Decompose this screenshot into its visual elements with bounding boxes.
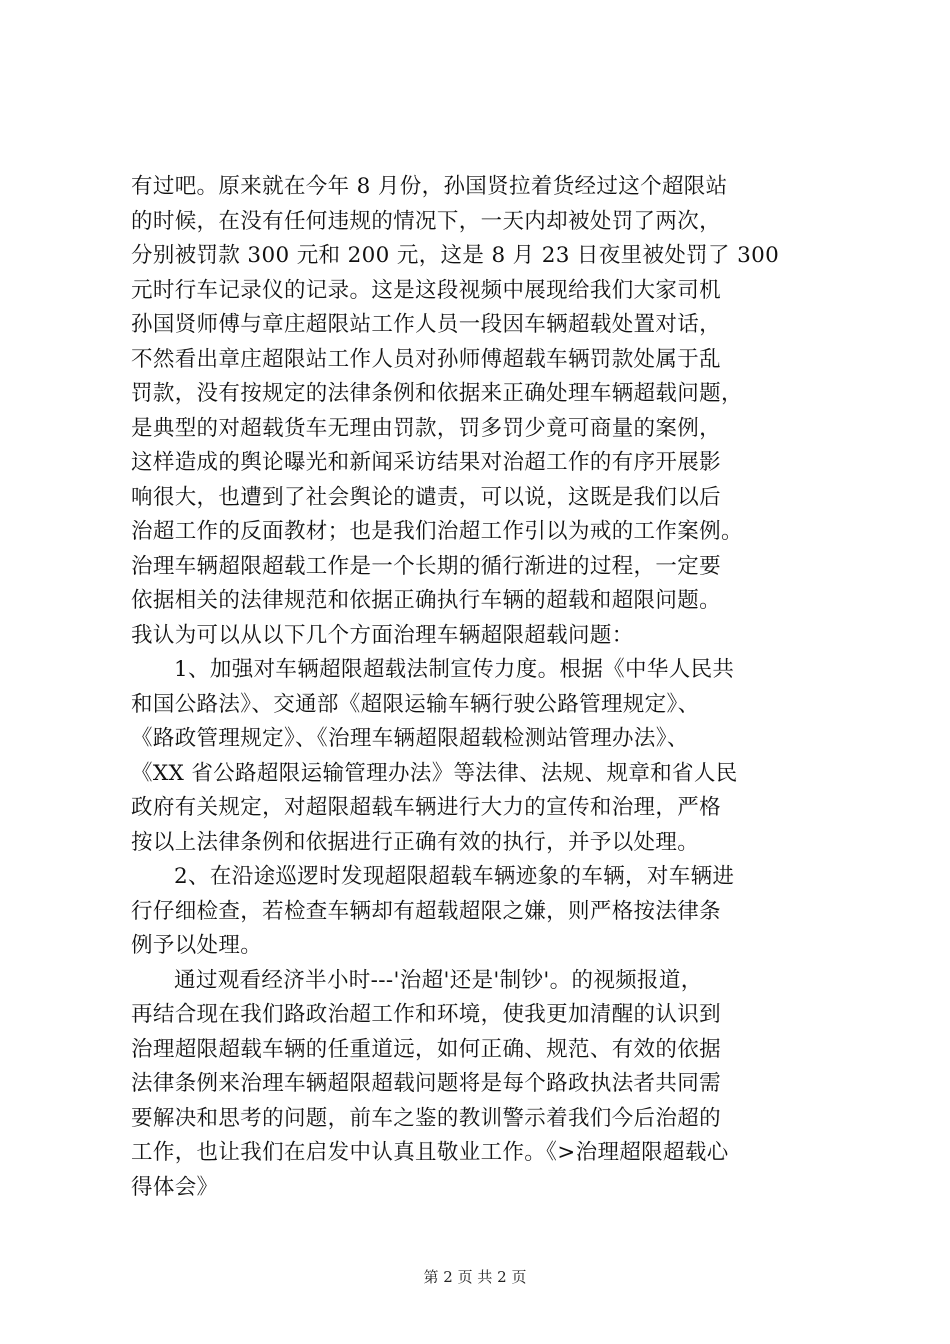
body-line: 孙国贤师傅与章庄超限站工作人员一段因车辆超载处置对话，: [131, 312, 721, 337]
body-line: 和国公路法》、交通部《超限运输车辆行驶公路管理规定》、: [131, 691, 700, 717]
paragraph-first-line: 通过观看经济半小时---'治超'还是'制钞'。的视频报道，: [174, 967, 703, 993]
body-line: 治理超限超载车辆的任重道远，如何正确、规范、有效的依据: [131, 1036, 721, 1062]
paragraph-first-line: 2、在沿途巡逻时发现超限超载车辆迹象的车辆，对车辆进: [174, 864, 735, 889]
page-number-footer: 第 2 页 共 2 页: [423, 1268, 527, 1286]
body-line: 是典型的对超载货车无理由罚款，罚多罚少竟可商量的案例，: [131, 415, 721, 441]
body-line: 法律条例来治理车辆超限超载问题将是每个路政执法者共同需: [131, 1071, 721, 1096]
body-line: 这样造成的舆论曝光和新闻采访结果对治超工作的有序开展影: [131, 450, 721, 475]
body-line: 治超工作的反面教材；也是我们治超工作引以为戒的工作案例。: [131, 519, 743, 544]
body-line: 治理车辆超限超载工作是一个长期的循行渐进的过程，一定要: [131, 553, 721, 579]
body-line: 《路政管理规定》、《治理车辆超限超载检测站管理办法》、: [131, 726, 689, 751]
body-line: 响很大，也遭到了社会舆论的谴责，可以说，这既是我们以后: [131, 484, 721, 510]
body-line: 不然看出章庄超限站工作人员对孙师傅超载车辆罚款处属于乱: [131, 346, 721, 372]
body-line: 行仔细检查，若检查车辆却有超载超限之嫌，则严格按法律条: [131, 898, 721, 924]
body-line: 我认为可以从以下几个方面治理车辆超限超载问题：: [131, 622, 634, 648]
body-line: 工作，也让我们在启发中认真且敬业工作。《>治理超限超载心: [131, 1140, 729, 1165]
body-line: 有过吧。原来就在今年 8 月份，孙国贤拉着货经过这个超限站: [131, 174, 728, 199]
body-line: 《XX 省公路超限运输管理办法》等法律、法规、规章和省人民: [131, 760, 738, 786]
document-body: [131, 170, 831, 1205]
body-line: 按以上法律条例和依据进行正确有效的执行，并予以处理。: [131, 829, 700, 855]
body-line: 要解决和思考的问题，前车之鉴的教训警示着我们今后治超的: [131, 1105, 721, 1131]
body-line: 罚款，没有按规定的法律条例和依据来正确处理车辆超载问题，: [131, 381, 743, 406]
body-line: 政府有关规定，对超限超载车辆进行大力的宣传和治理，严格: [131, 795, 721, 820]
body-line: 的时候，在没有任何违规的情况下，一天内却被处罚了两次，: [131, 208, 721, 234]
paragraph-first-line: 1、加强对车辆超限超载法制宣传力度。根据《中华人民共: [174, 657, 735, 682]
body-line: 分别被罚款 300 元和 200 元，这是 8 月 23 日夜里被处罚了 300: [131, 243, 780, 268]
body-line: 再结合现在我们路政治超工作和环境，使我更加清醒的认识到: [131, 1002, 721, 1027]
body-line: 元时行车记录仪的记录。这是这段视频中展现给我们大家司机: [131, 277, 721, 303]
body-line: 例予以处理。: [131, 933, 263, 958]
body-line: 依据相关的法律规范和依据正确执行车辆的超载和超限问题。: [131, 588, 721, 613]
body-line: 得体会》: [131, 1174, 219, 1200]
